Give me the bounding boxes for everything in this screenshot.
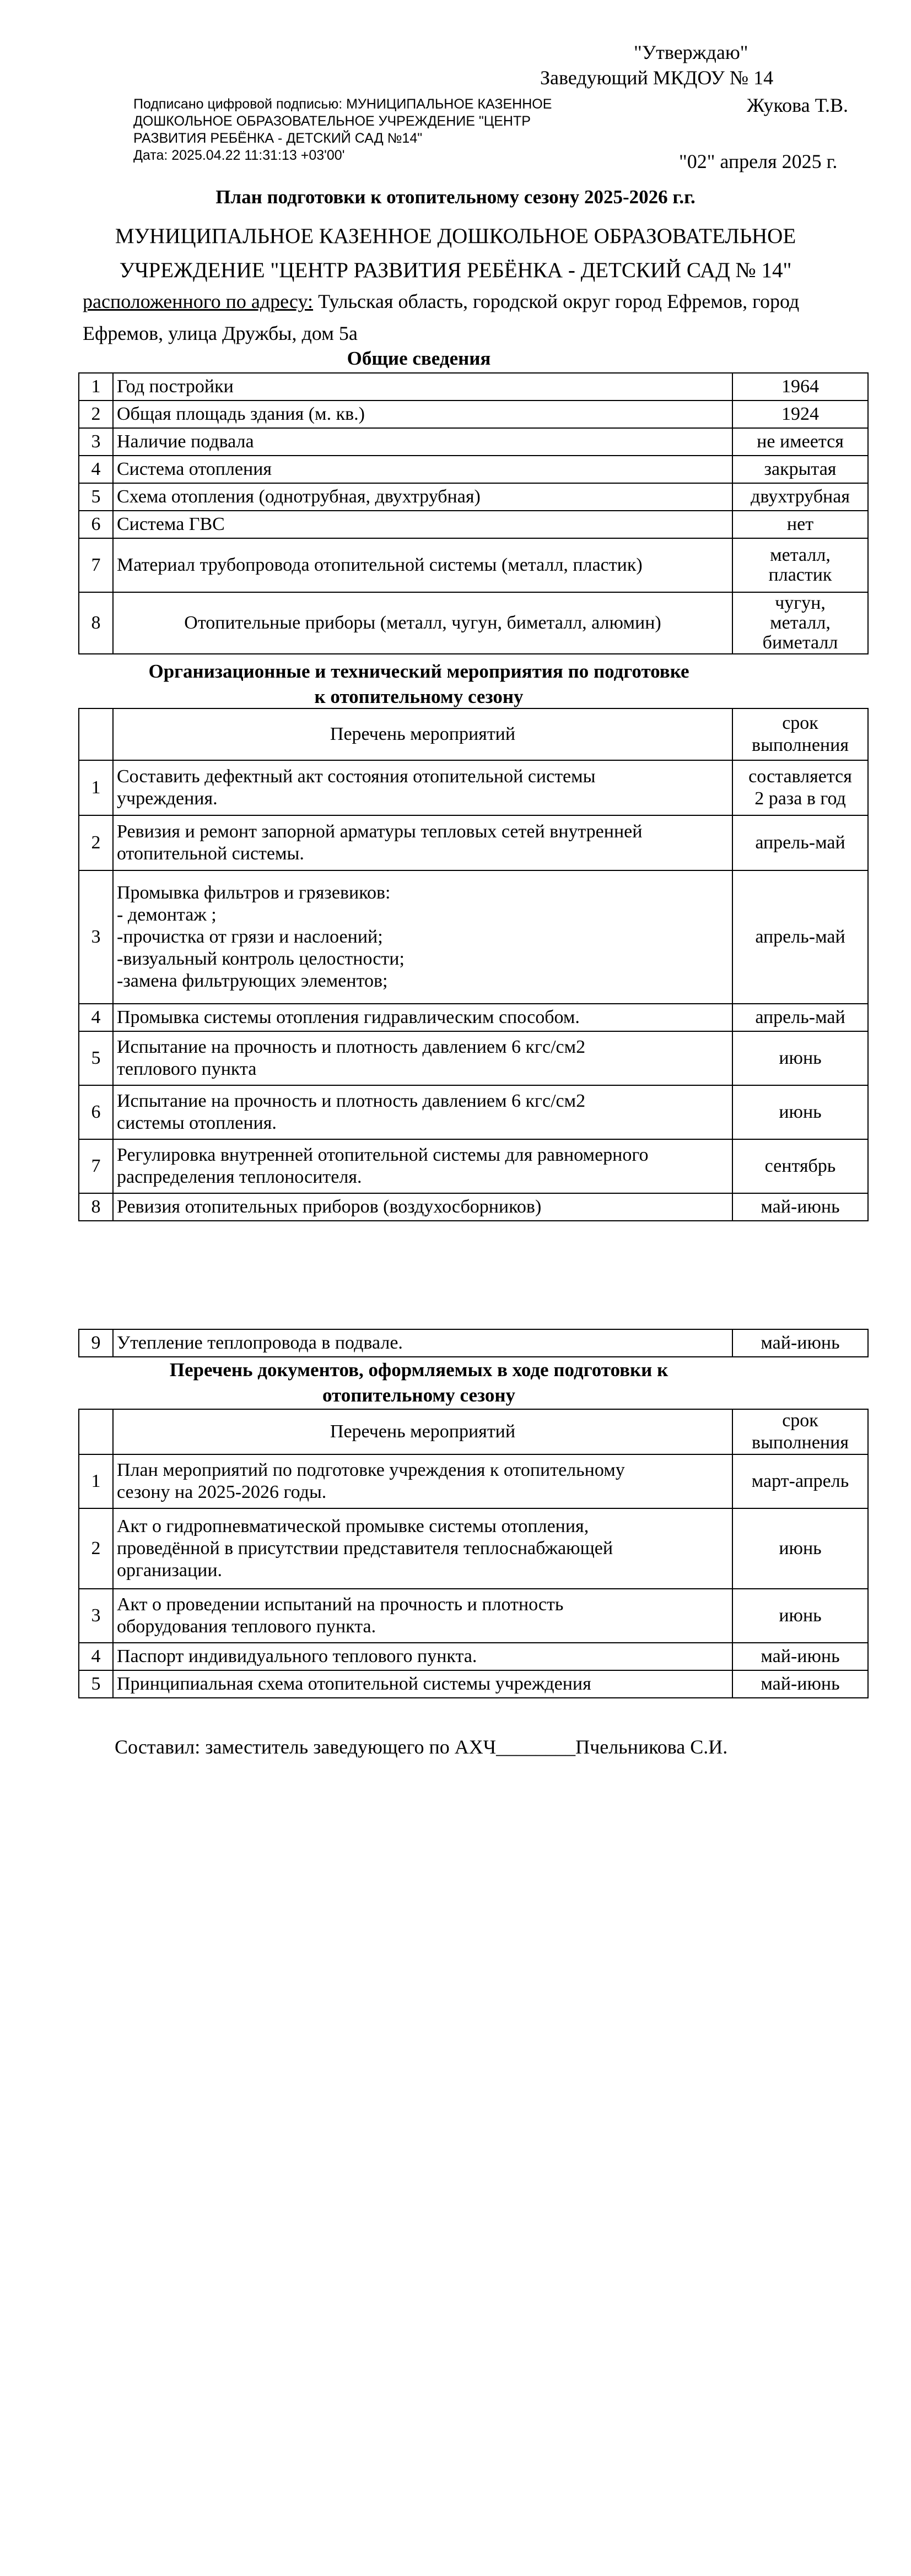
- general-info-row-name: Система отопления: [113, 456, 732, 483]
- digital-signature: [133, 96, 552, 164]
- documents-row-number: 5: [79, 1670, 113, 1698]
- signature-line: РАЗВИТИЯ РЕБЁНКА - ДЕТСКИЙ САД №14": [133, 131, 423, 146]
- measures-header-num: [79, 708, 113, 760]
- general-info-row-number: 8: [79, 592, 113, 654]
- documents-header-name: Перечень мероприятий: [113, 1409, 732, 1454]
- signature-line: Подписано цифровой подписью: МУНИЦИПАЛЬНОЕ КАЗЕННОЕ: [133, 96, 552, 112]
- measures-row-number: 1: [79, 760, 113, 815]
- general-info-row-number: 2: [79, 401, 113, 428]
- measures-row: [79, 760, 868, 815]
- measures-row: [79, 1031, 868, 1085]
- general-info-row-name: Наличие подвала: [113, 428, 732, 456]
- measures-row-term: май-июнь: [732, 1329, 868, 1357]
- general-info-row-value: 1924: [732, 401, 868, 428]
- approval-date: "02" апреля 2025 г.: [679, 150, 838, 172]
- measures-row-term: апрель-май: [732, 815, 868, 870]
- general-info-row-value: нет: [732, 511, 868, 538]
- address: [83, 285, 882, 349]
- measures-header-name: Перечень мероприятий: [113, 708, 732, 760]
- general-info-row-number: 6: [79, 511, 113, 538]
- general-info-row: [79, 483, 868, 511]
- compiled-by: Составил: заместитель заведующего по АХЧ________Пчельникова С.И.: [115, 1736, 728, 1758]
- signature-line: ДОШКОЛЬНОЕ ОБРАЗОВАТЕЛЬНОЕ УЧРЕЖДЕНИЕ "ЦЕНТР: [133, 113, 531, 129]
- measures-row-name: Испытание на прочность и плотность давлением 6 кгс/см2 системы отопления.: [113, 1085, 732, 1139]
- measures-row-term: сентябрь: [732, 1139, 868, 1193]
- general-info-row: [79, 511, 868, 538]
- documents-row-term: март-апрель: [732, 1454, 868, 1508]
- measures-row: [79, 815, 868, 870]
- organization-line-2: УЧРЕЖДЕНИЕ "ЦЕНТР РАЗВИТИЯ РЕБЁНКА - ДЕТСКИЙ САД № 14": [119, 258, 792, 282]
- measures-row: [79, 870, 868, 1004]
- measures-row-number: 8: [79, 1193, 113, 1221]
- address-text: Тульская область, городской округ город Ефремов, город: [313, 290, 800, 312]
- documents-row: [79, 1670, 868, 1698]
- measures-row-term: составляется 2 раза в год: [732, 760, 868, 815]
- measures-row-name: Регулировка внутренней отопительной системы для равномерного распределения теплоносителя.: [113, 1139, 732, 1193]
- measures-row-term: июнь: [732, 1085, 868, 1139]
- general-info-row-value: двухтрубная: [732, 483, 868, 511]
- documents-row-term: май-июнь: [732, 1643, 868, 1670]
- measures-row-number: 2: [79, 815, 113, 870]
- general-info-row-number: 5: [79, 483, 113, 511]
- documents-row-name: План мероприятий по подготовке учреждения к отопительному сезону на 2025-2026 годы.: [113, 1454, 732, 1508]
- general-info-row-value: закрытая: [732, 456, 868, 483]
- general-info-row-value: не имеется: [732, 428, 868, 456]
- general-info-row-number: 4: [79, 456, 113, 483]
- measures-row-term: май-июнь: [732, 1193, 868, 1221]
- documents-row-term: июнь: [732, 1589, 868, 1643]
- general-info-row-name: Система ГВС: [113, 511, 732, 538]
- measures-row-name: Ревизия отопительных приборов (воздухосборников): [113, 1193, 732, 1221]
- measures-row-number: 4: [79, 1004, 113, 1031]
- address-line-2: Ефремов, улица Дружбы, дом 5а: [83, 322, 358, 344]
- measures-row-name: Составить дефектный акт состояния отопительной системы учреждения.: [113, 760, 732, 815]
- documents-row-name: Принципиальная схема отопительной системы учреждения: [113, 1670, 732, 1698]
- measures-table: [78, 708, 869, 1221]
- general-info-row: [79, 401, 868, 428]
- documents-table: [78, 1409, 869, 1698]
- documents-row-term: май-июнь: [732, 1670, 868, 1698]
- document-title: План подготовки к отопительному сезону 2025-2026 г.г.: [215, 186, 696, 208]
- measures-row-name: Промывка фильтров и грязевиков: - демонтаж ; -прочистка от грязи и наслоений; -визуальный контроль целостности; -замена фильтрующих элементов;: [113, 870, 732, 1004]
- signature-date: Дата: 2025.04.22 11:31:13 +03'00': [133, 148, 345, 163]
- measures-row-name: Утепление теплопровода в подвале.: [113, 1329, 732, 1357]
- measures-row-name: Ревизия и ремонт запорной арматуры тепловых сетей внутренней отопительной системы.: [113, 815, 732, 870]
- general-info-row-number: 1: [79, 373, 113, 401]
- measures-row: [79, 1139, 868, 1193]
- documents-row-name: Акт о гидропневматической промывке системы отопления, проведённой в присутствии представителя теплоснабжающей организации.: [113, 1508, 732, 1589]
- documents-row-number: 1: [79, 1454, 113, 1508]
- documents-row-number: 4: [79, 1643, 113, 1670]
- documents-row-name: Паспорт индивидуального теплового пункта.: [113, 1643, 732, 1670]
- general-info-title: Общие сведения: [347, 348, 491, 369]
- documents-row: [79, 1589, 868, 1643]
- measures-row-name: Промывка системы отопления гидравлическим способом.: [113, 1004, 732, 1031]
- general-info-row: [79, 428, 868, 456]
- documents-row-number: 3: [79, 1589, 113, 1643]
- documents-row: [79, 1643, 868, 1670]
- measures-row: [79, 1193, 868, 1221]
- documents-row-number: 2: [79, 1508, 113, 1589]
- approval-line-2: Заведующий МКДОУ № 14: [540, 67, 774, 89]
- measures-row-term: июнь: [732, 1031, 868, 1085]
- address-label: расположенного по адресу:: [83, 290, 314, 312]
- documents-row-term: июнь: [732, 1508, 868, 1589]
- documents-row: [79, 1508, 868, 1589]
- measures-row-term: апрель-май: [732, 1004, 868, 1031]
- measures-row-term: апрель-май: [732, 870, 868, 1004]
- measures-row: [79, 1085, 868, 1139]
- general-info-row-name: Общая площадь здания (м. кв.): [113, 401, 732, 428]
- measures-row-number: 7: [79, 1139, 113, 1193]
- documents-row: [79, 1454, 868, 1508]
- documents-title: Перечень документов, оформляемых в ходе подготовки к отопительному сезону: [169, 1359, 669, 1406]
- documents-header-num: [79, 1409, 113, 1454]
- general-info-row: [79, 592, 868, 654]
- general-info-row-value: металл, пластик: [732, 538, 868, 592]
- general-info-row-name: Материал трубопровода отопительной системы (металл, пластик): [113, 538, 732, 592]
- general-info-row-value: 1964: [732, 373, 868, 401]
- measures-row: [79, 1004, 868, 1031]
- general-info-table: [78, 372, 869, 654]
- organization-name: [0, 219, 911, 288]
- general-info-row-name: Год постройки: [113, 373, 732, 401]
- approval-line-1: "Утверждаю": [634, 41, 748, 63]
- general-info-row-value: чугун, металл, биметалл: [732, 592, 868, 654]
- general-info-row-number: 7: [79, 538, 113, 592]
- measures-row-name: Испытание на прочность и плотность давлением 6 кгс/см2 теплового пункта: [113, 1031, 732, 1085]
- measures-row-number: 9: [79, 1329, 113, 1357]
- measures-row-number: 6: [79, 1085, 113, 1139]
- measures-title: Организационные и технический мероприятия по подготовке к отопительному сезону: [148, 661, 689, 707]
- general-info-row-name: Отопительные приборы (металл, чугун, биметалл, алюмин): [113, 592, 732, 654]
- organization-line-1: МУНИЦИПАЛЬНОЕ КАЗЕННОЕ ДОШКОЛЬНОЕ ОБРАЗОВАТЕЛЬНОЕ: [115, 224, 796, 248]
- general-info-row: [79, 373, 868, 401]
- measures-row-number: 3: [79, 870, 113, 1004]
- measures-row-number: 5: [79, 1031, 113, 1085]
- general-info-row-name: Схема отопления (однотрубная, двухтрубная): [113, 483, 732, 511]
- general-info-row: [79, 538, 868, 592]
- measures-header-term: срок выполнения: [732, 708, 868, 760]
- approval-line-3: Жукова Т.В.: [747, 94, 849, 116]
- measures-table-continued: [78, 1329, 869, 1357]
- general-info-row: [79, 456, 868, 483]
- documents-row-name: Акт о проведении испытаний на прочность и плотность оборудования теплового пункта.: [113, 1589, 732, 1643]
- general-info-row-number: 3: [79, 428, 113, 456]
- documents-header-term: срок выполнения: [732, 1409, 868, 1454]
- measures-row: [79, 1329, 868, 1357]
